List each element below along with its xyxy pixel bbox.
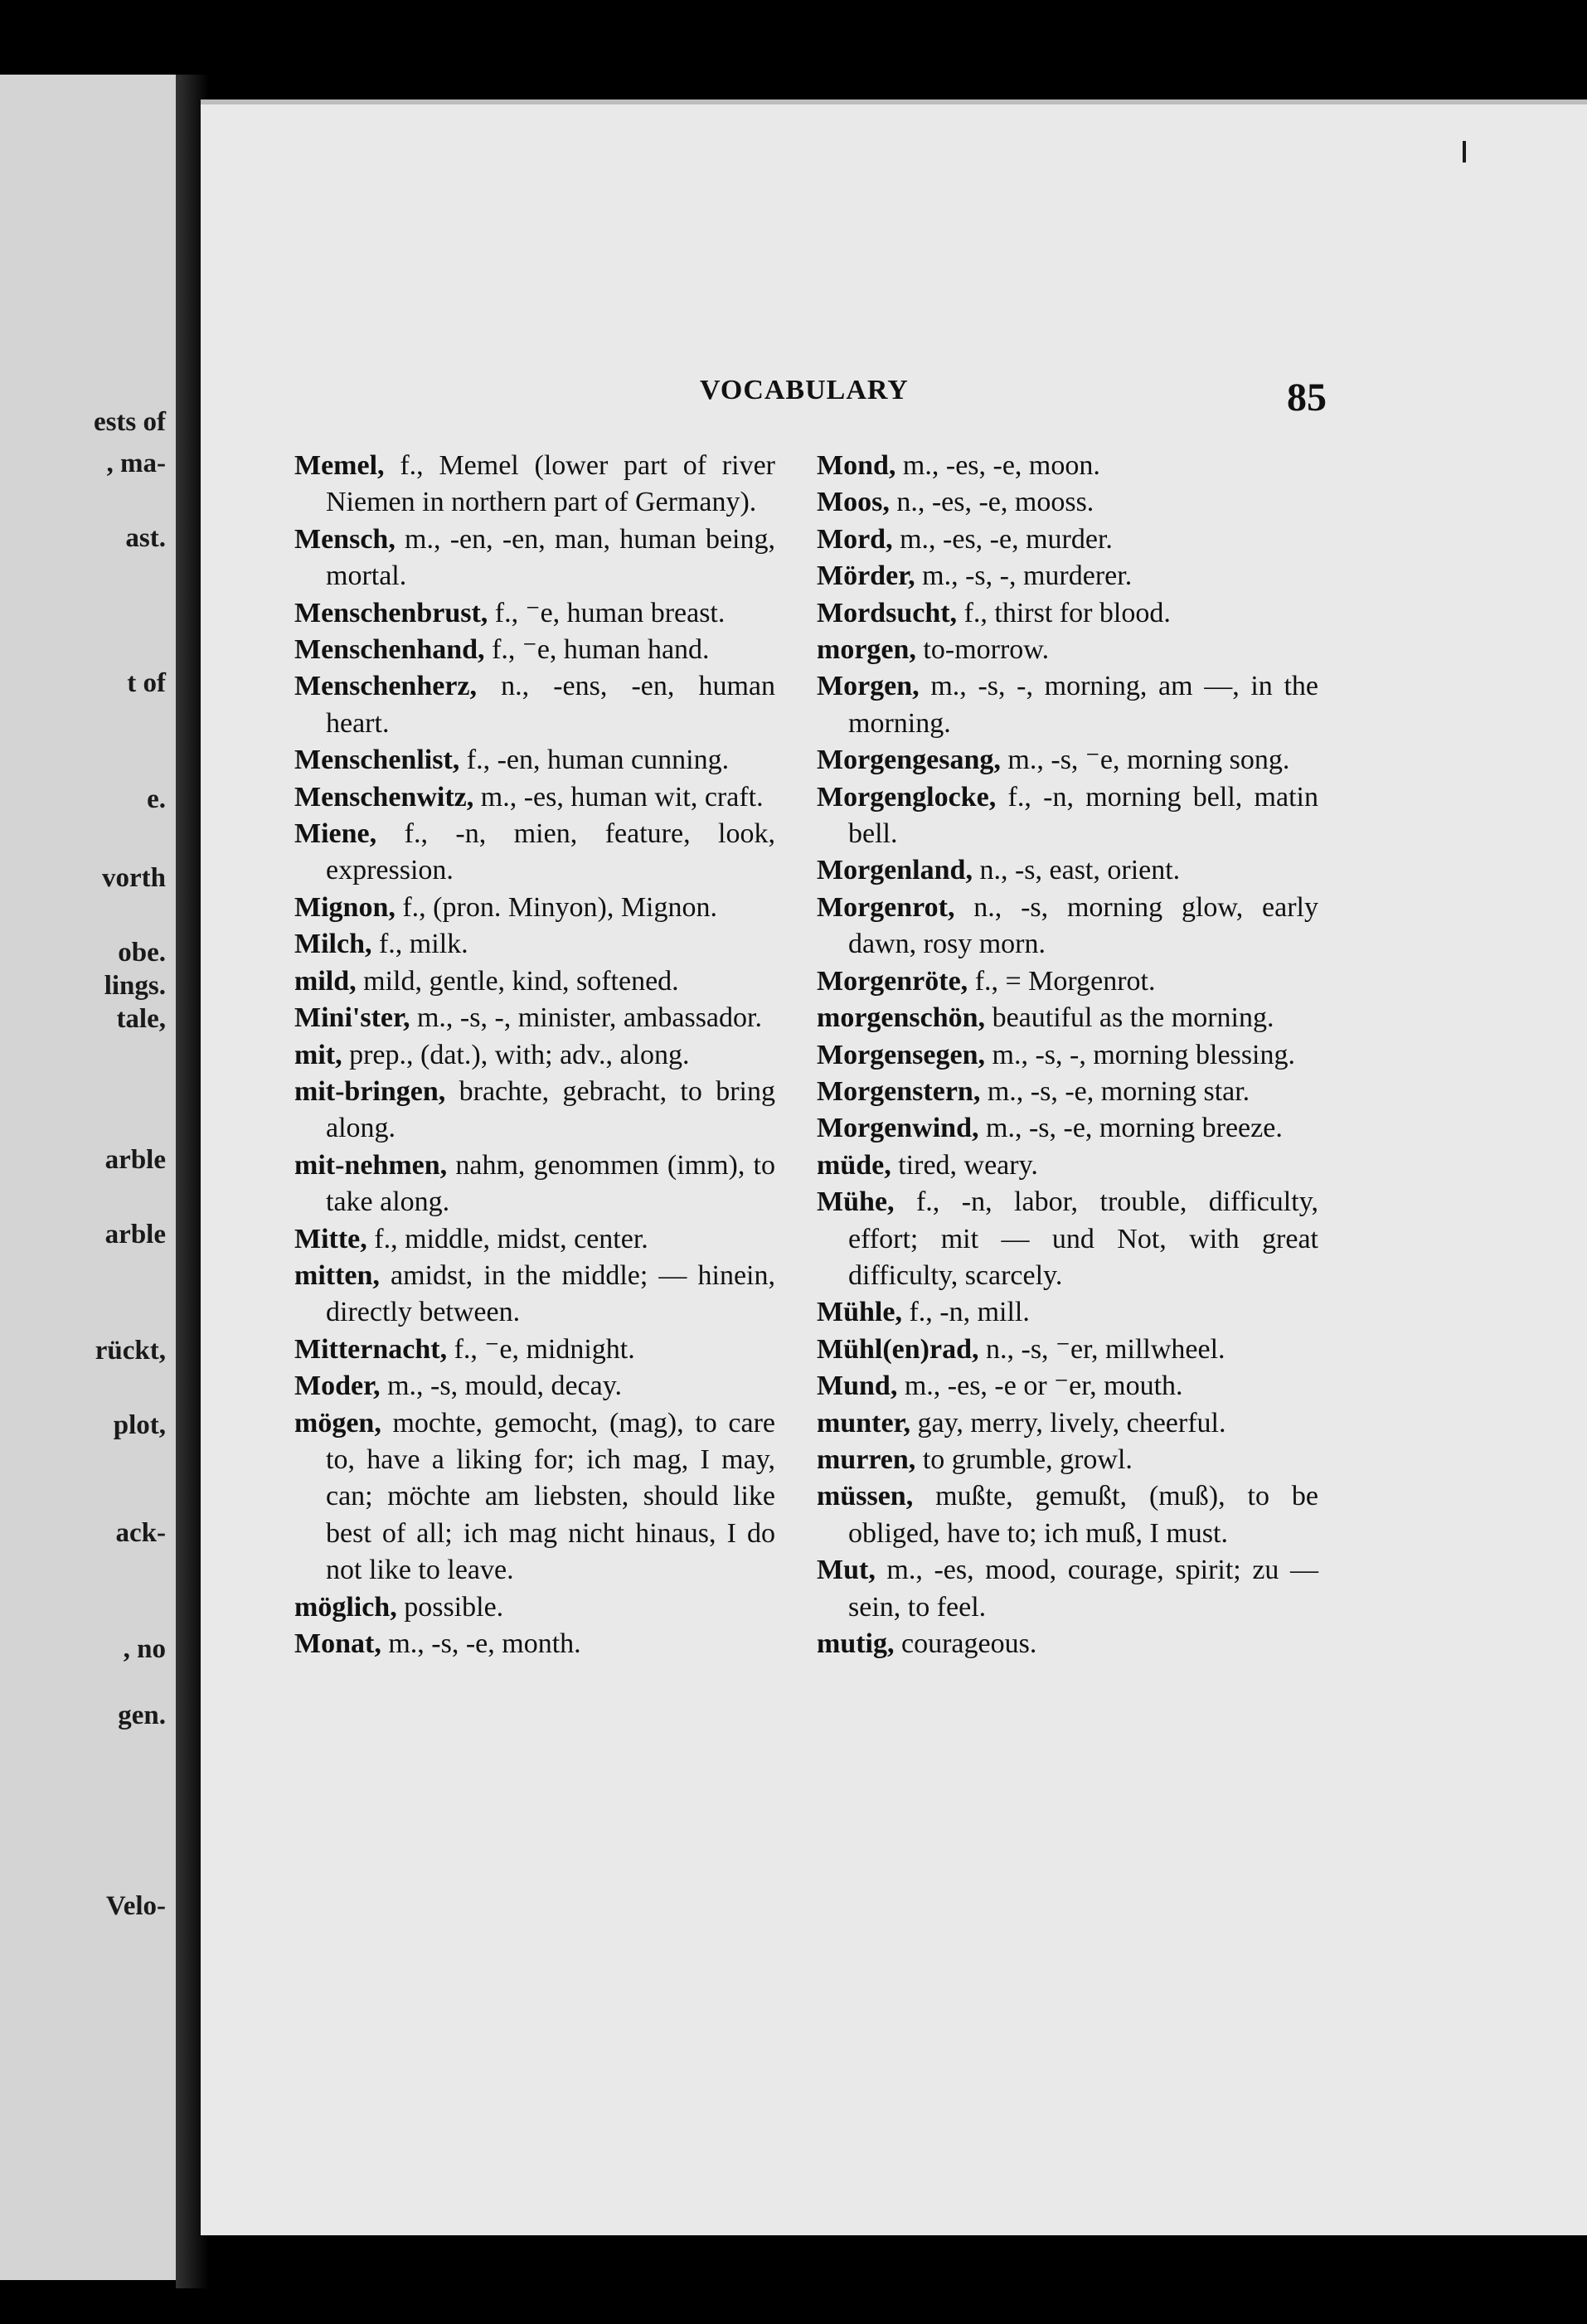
vocabulary-entry bbox=[817, 890, 1318, 963]
headword: Mut, bbox=[817, 1555, 876, 1586]
definition: mochte, gemocht, (mag), to care to, have a liking for; ich mag, I may, can; möchte am liebsten, should like best of all; ich mag nicht hinaus, I do not like to leave. bbox=[326, 1407, 775, 1586]
headword: Miene, bbox=[294, 818, 377, 850]
definition: m., -es, -e, moon. bbox=[895, 450, 1100, 481]
left-page-fragment: arble bbox=[104, 1145, 166, 1175]
headword: mit, bbox=[294, 1039, 342, 1070]
definition: m., -s, -, morning, am —, in the morning. bbox=[848, 671, 1318, 739]
vocabulary-column-right bbox=[817, 448, 1318, 1662]
definition: m., -es, human wit, craft. bbox=[473, 781, 764, 813]
running-head: VOCABULARY bbox=[700, 375, 909, 405]
vocabulary-entry bbox=[817, 1478, 1318, 1552]
headword: mild, bbox=[294, 965, 357, 997]
headword: Menschenbrust, bbox=[294, 597, 488, 628]
headword: Memel, bbox=[294, 450, 385, 481]
left-page-fragment: ests of bbox=[93, 407, 166, 437]
headword: mit-bringen, bbox=[294, 1075, 446, 1107]
vocabulary-entry bbox=[817, 522, 1318, 558]
definition: f., Memel (lower part of river Niemen in northern part of Germany). bbox=[326, 450, 775, 518]
vocabulary-entry bbox=[817, 484, 1318, 521]
definition: f., ⁻e, midnight. bbox=[447, 1333, 635, 1365]
vocabulary-entry bbox=[817, 1294, 1318, 1331]
headword: Mignon, bbox=[294, 891, 396, 923]
definition: m., -es, mood, courage, spirit; zu — sein, to feel. bbox=[848, 1555, 1318, 1623]
definition: f., -n, labor, trouble, difficulty, effort; mit — und Not, with great difficulty, scarcely. bbox=[848, 1186, 1318, 1291]
left-page-fragment: obe. bbox=[118, 938, 166, 968]
vocabulary-column-left bbox=[294, 448, 775, 1662]
left-page-edge bbox=[0, 75, 181, 2280]
headword: Morgengesang, bbox=[817, 745, 1001, 776]
left-page-fragment: vorth bbox=[102, 863, 166, 893]
definition: mild, gentle, kind, softened. bbox=[356, 965, 679, 997]
definition: courageous. bbox=[894, 1628, 1037, 1659]
vocabulary-entry bbox=[817, 1552, 1318, 1626]
headword: möglich, bbox=[294, 1591, 397, 1623]
headword: morgen, bbox=[817, 634, 916, 666]
left-page-fragment: Velo- bbox=[105, 1891, 166, 1921]
definition: tired, weary. bbox=[891, 1149, 1038, 1181]
definition: n., -es, -e, mooss. bbox=[889, 487, 1094, 518]
headword: Morgenland, bbox=[817, 855, 973, 886]
vocabulary-entry bbox=[294, 742, 775, 779]
vocabulary-entry bbox=[817, 1000, 1318, 1036]
definition: m., -s, -e, morning breeze. bbox=[978, 1113, 1283, 1144]
definition: mußte, gemußt, (muß), to be obliged, have to; ich muß, I must. bbox=[848, 1481, 1318, 1549]
vocabulary-entry bbox=[294, 668, 775, 742]
definition: possible. bbox=[396, 1591, 504, 1623]
left-page-fragment: ast. bbox=[125, 523, 166, 553]
vocabulary-entry bbox=[294, 1589, 775, 1626]
headword: müde, bbox=[817, 1149, 891, 1181]
definition: n., -ens, -en, human heart. bbox=[326, 671, 775, 739]
headword: Menschenlist, bbox=[294, 745, 460, 776]
definition: m., -s, ⁻e, morning song. bbox=[1000, 745, 1290, 776]
left-page-fragment: arble bbox=[104, 1220, 166, 1249]
headword: Morgensegen, bbox=[817, 1039, 986, 1070]
definition: m., -es, -e or ⁻er, mouth. bbox=[897, 1371, 1183, 1402]
headword: Morgenstern, bbox=[817, 1075, 981, 1107]
definition: n., -s, morning glow, early dawn, rosy morn. bbox=[848, 891, 1318, 960]
vocabulary-entry bbox=[294, 595, 775, 632]
page-number: 85 bbox=[1287, 376, 1327, 420]
definition: f., (pron. Minyon), Mignon. bbox=[395, 891, 718, 923]
vocabulary-entry bbox=[817, 1332, 1318, 1368]
left-page-fragment: ack- bbox=[115, 1518, 166, 1548]
headword: Menschenherz, bbox=[294, 671, 478, 702]
definition: m., -s, -e, morning star. bbox=[980, 1075, 1250, 1107]
headword: murren, bbox=[817, 1443, 916, 1475]
vocabulary-entry bbox=[294, 1258, 775, 1332]
left-page-fragment: rückt, bbox=[95, 1336, 166, 1366]
vocabulary-entry bbox=[294, 779, 775, 816]
headword: Mord, bbox=[817, 523, 893, 555]
headword: mitten, bbox=[294, 1259, 380, 1291]
vocabulary-entry bbox=[817, 1626, 1318, 1662]
vocabulary-entry bbox=[294, 632, 775, 668]
definition: n., -s, ⁻er, millwheel. bbox=[978, 1333, 1225, 1365]
vocabulary-entry bbox=[294, 448, 775, 522]
vocabulary-entry bbox=[294, 1368, 775, 1405]
definition: f., ⁻e, human breast. bbox=[488, 597, 726, 628]
definition: n., -s, east, orient. bbox=[972, 855, 1181, 886]
headword: Moder, bbox=[294, 1371, 381, 1402]
headword: Mitte, bbox=[294, 1223, 367, 1254]
headword: Mörder, bbox=[817, 560, 915, 592]
vocabulary-entry bbox=[294, 1000, 775, 1036]
headword: Mordsucht, bbox=[817, 597, 958, 628]
vocabulary-entry bbox=[294, 816, 775, 890]
vocabulary-entry bbox=[817, 963, 1318, 1000]
vocabulary-entry bbox=[294, 1626, 775, 1662]
left-page-fragment: lings. bbox=[104, 971, 166, 1001]
headword: mit-nehmen, bbox=[294, 1149, 448, 1181]
definition: prep., (dat.), with; adv., along. bbox=[342, 1039, 690, 1070]
headword: Mond, bbox=[817, 450, 896, 481]
left-page-fragment: tale, bbox=[116, 1004, 166, 1034]
definition: amidst, in the middle; — hinein, directly between. bbox=[326, 1259, 775, 1328]
left-page-fragment: , no bbox=[123, 1634, 166, 1664]
headword: Monat, bbox=[294, 1628, 381, 1659]
vocabulary-entry bbox=[294, 1221, 775, 1258]
headword: Moos, bbox=[817, 487, 890, 518]
definition: f., thirst for blood. bbox=[957, 597, 1171, 628]
vocabulary-entry bbox=[294, 1147, 775, 1221]
definition: f., -n, mill. bbox=[901, 1297, 1030, 1328]
vocabulary-entry bbox=[817, 1110, 1318, 1147]
headword: Milch, bbox=[294, 929, 372, 960]
vocabulary-entry bbox=[817, 632, 1318, 668]
definition: f., ⁻e, human hand. bbox=[484, 634, 710, 666]
vocabulary-entry bbox=[817, 852, 1318, 889]
definition: f., = Morgenrot. bbox=[968, 965, 1156, 997]
headword: Mini'ster, bbox=[294, 1002, 410, 1034]
left-page-fragment: t of bbox=[127, 668, 166, 698]
vocabulary-entry bbox=[817, 1074, 1318, 1110]
left-page-fragment: plot, bbox=[113, 1410, 166, 1440]
vocabulary-entry bbox=[817, 595, 1318, 632]
headword: mutig, bbox=[817, 1628, 895, 1659]
headword: Mensch, bbox=[294, 523, 396, 555]
vocabulary-entry bbox=[817, 1184, 1318, 1294]
left-page-fragment: gen. bbox=[118, 1701, 166, 1730]
definition: m., -es, -e, murder. bbox=[892, 523, 1113, 555]
definition: f., middle, midst, center. bbox=[366, 1223, 648, 1254]
headword: Mühe, bbox=[817, 1186, 895, 1218]
headword: Morgenröte, bbox=[817, 965, 968, 997]
margin-mark bbox=[1463, 141, 1466, 163]
vocabulary-entry bbox=[817, 742, 1318, 779]
headword: Menschenwitz, bbox=[294, 781, 474, 813]
definition: m., -s, mould, decay. bbox=[380, 1371, 623, 1402]
vocabulary-entry bbox=[294, 926, 775, 963]
headword: Morgenglocke, bbox=[817, 781, 997, 813]
headword: munter, bbox=[817, 1407, 911, 1439]
vocabulary-entry bbox=[817, 1147, 1318, 1184]
vocabulary-entry bbox=[817, 779, 1318, 853]
vocabulary-entry bbox=[817, 1442, 1318, 1478]
headword: morgenschön, bbox=[817, 1002, 986, 1034]
definition: f., -n, mien, feature, look, expression. bbox=[326, 818, 775, 886]
vocabulary-entry bbox=[294, 1405, 775, 1589]
definition: m., -s, -, minister, ambassador. bbox=[410, 1002, 762, 1034]
headword: müssen, bbox=[817, 1481, 914, 1512]
headword: Mühle, bbox=[817, 1297, 902, 1328]
definition: f., -n, morning bell, matin bell. bbox=[848, 781, 1318, 850]
definition: m., -s, -, morning blessing. bbox=[985, 1039, 1295, 1070]
left-page-fragment: , ma- bbox=[106, 449, 166, 478]
definition: brachte, gebracht, to bring along. bbox=[326, 1075, 775, 1144]
definition: f., milk. bbox=[371, 929, 468, 960]
vocabulary-entry bbox=[817, 1368, 1318, 1405]
headword: Mitternacht, bbox=[294, 1333, 448, 1365]
definition: nahm, genommen (imm), to take along. bbox=[326, 1149, 775, 1218]
vocabulary-entry bbox=[817, 558, 1318, 594]
definition: f., -en, human cunning. bbox=[459, 745, 730, 776]
definition: m., -s, -e, month. bbox=[381, 1628, 581, 1659]
vocabulary-entry bbox=[817, 1405, 1318, 1442]
definition: to-morrow. bbox=[915, 634, 1050, 666]
vocabulary-entry bbox=[294, 1074, 775, 1147]
vocabulary-entry bbox=[294, 890, 775, 926]
definition: gay, merry, lively, cheerful. bbox=[910, 1407, 1226, 1439]
headword: mögen, bbox=[294, 1407, 381, 1439]
headword: Menschenhand, bbox=[294, 634, 485, 666]
vocabulary-entry bbox=[294, 1037, 775, 1074]
vocabulary-entry bbox=[817, 1037, 1318, 1074]
vocabulary-entry bbox=[294, 522, 775, 595]
definition: m., -s, -, murderer. bbox=[915, 560, 1133, 592]
definition: m., -en, -en, man, human being, mortal. bbox=[326, 523, 775, 592]
headword: Morgen, bbox=[817, 671, 920, 702]
left-page-fragment: e. bbox=[147, 784, 166, 814]
vocabulary-entry bbox=[294, 963, 775, 1000]
vocabulary-entry bbox=[817, 668, 1318, 742]
headword: Morgenwind, bbox=[817, 1113, 979, 1144]
headword: Mund, bbox=[817, 1371, 898, 1402]
vocabulary-entry bbox=[817, 448, 1318, 484]
vocabulary-entry bbox=[294, 1332, 775, 1368]
definition: beautiful as the morning. bbox=[985, 1002, 1274, 1034]
headword: Mühl(en)rad, bbox=[817, 1333, 979, 1365]
definition: to grumble, growl. bbox=[915, 1443, 1133, 1475]
headword: Morgenrot, bbox=[817, 891, 955, 923]
